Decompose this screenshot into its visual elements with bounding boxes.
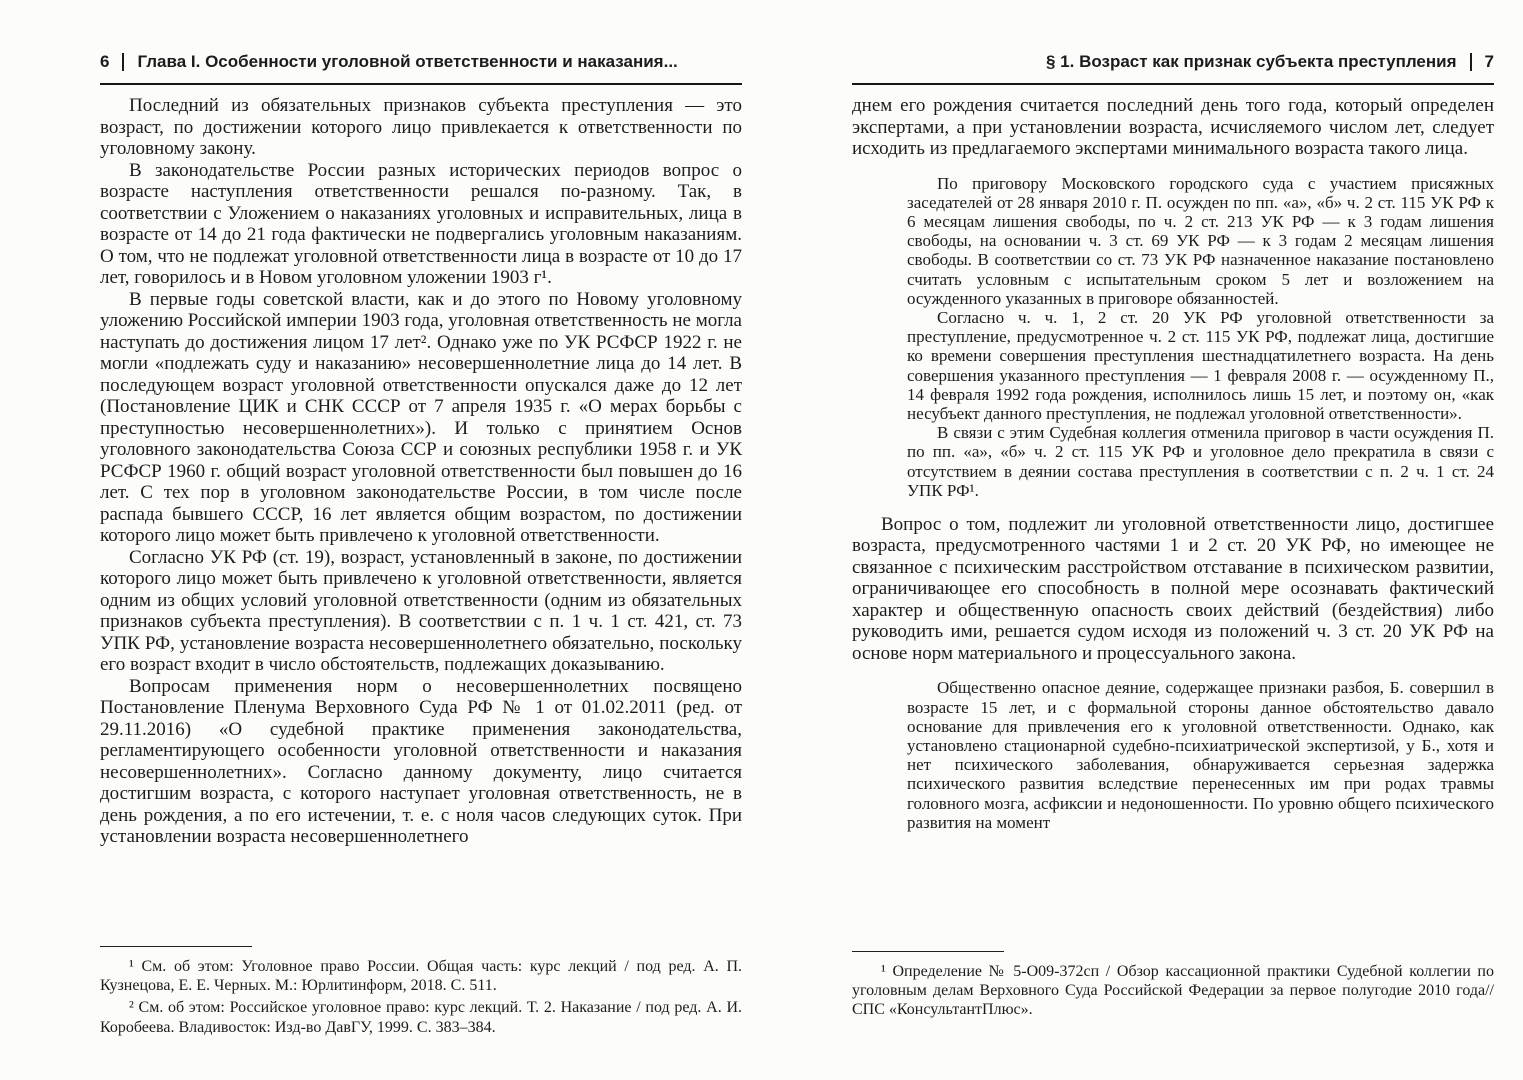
- paragraph: Вопрос о том, подлежит ли уголовной ответственности лицо, достигшее возраста, предусмотренного частями 1 и 2 ст. 20 УК РФ, но имеющее не связанное с психическим расстройством отставание в психическом развитии, ограничивающее его способность в полной мере осознавать фактический характер и общественную опасность своих действий (бездействия) либо руководить ими, решается судом исходя из положений ч. 3 ст. 20 УК РФ на основе норм материального и процессуального закона.: [852, 513, 1494, 664]
- footnote: ¹ См. об этом: Уголовное право России. Общая часть: курс лекций / под ред. А. П. Кузнецова, Е. Е. Черных. М.: Юрлитинформ, 2018. С. 511.: [100, 958, 742, 995]
- footnote: ¹ Определение № 5-О09-372сп / Обзор кассационной практики Судебной коллегии по уголовным делам Верховного Суда Российской Федерации за первое полугодие 2010 года//СПС «КонсультантПлюс».: [852, 963, 1494, 1019]
- case-example-block: [907, 174, 1494, 500]
- footnote: ² См. об этом: Российское уголовное право: курс лекций. Т. 2. Наказание / под ред. А. И. Коробеева. Владивосток: Изд-во ДавГУ, 1999. С. 383–384.: [100, 999, 742, 1036]
- separator-bar: [1470, 53, 1472, 71]
- body-text-right: [852, 95, 1494, 846]
- running-title-left: Глава I. Особенности уголовной ответственности и наказания...: [137, 52, 678, 71]
- running-title-right: § 1. Возраст как признак субъекта преступления: [1045, 52, 1457, 71]
- example-paragraph: В связи с этим Судебная коллегия отменила приговор в части осуждения П. по пп. «а», «б» ч. 2 ст. 115 УК РФ и уголовное дело прекратила в связи с отсутствием в деянии состава преступления в соответствии с п. 2 ч. 1 ст. 24 УПК РФ¹.: [907, 423, 1494, 500]
- page-number-right: 7: [1484, 52, 1494, 71]
- running-head-right: [852, 52, 1494, 72]
- example-paragraph: Общественно опасное деяние, содержащее признаки разбоя, Б. совершил в возрасте 15 лет, и с формальной стороны данное обстоятельство давало основание для привлечения его к уголовной ответственности. Однако, как установлено стационарной судебно-психиатрической экспертизой, у Б., хотя и нет психического заболевания, обнаруживается серьезная задержка психического развития вследствие перенесенных им при родах травмы головного мозга, асфиксии и недоношенности. По уровню общего психического развития на момент: [907, 678, 1494, 832]
- example-paragraph: По приговору Московского городского суда с участием присяжных заседателей от 28 января 2010 г. П. осужден по пп. «а», «б» ч. 2 ст. 115 УК РФ к 6 месяцам лишения свободы, по ч. 2 ст. 213 УК РФ — к 3 годам лишения свободы, на основании ч. 3 ст. 69 УК РФ — к 3 годам 2 месяцам лишения свободы. В соответствии со ст. 73 УК РФ назначенное наказание постановлено считать условным с испытательным сроком 5 лет и возложением на осужденного указанных в приговоре обязанностей.: [907, 173, 1494, 308]
- footnote-rule-right: [852, 951, 1004, 952]
- page-number-left: 6: [100, 52, 110, 71]
- footnote-rule-left: [100, 946, 252, 947]
- paragraph: Вопросам применения норм о несовершеннолетних посвящено Постановление Пленума Верховного Суда РФ № 1 от 01.02.2011 (ред. от 29.11.2016) «О судебной практике применения законодательства, регламентирующего особенности уголовной ответственности и наказания несовершеннолетних». Согласно данному документу, лицо считается достигшим возраста, с которого наступает уголовная ответственность, не в день рождения, а по его истечении, т. е. с ноля часов следующих суток. При установлении возраста несовершеннолетнего: [100, 675, 742, 847]
- paragraph: Согласно УК РФ (ст. 19), возраст, установленный в законе, по достижении которого лицо может быть привлечено к уголовной ответственности, является одним из общих условий уголовной ответственности (одним из обязательных признаков субъекта преступления). В соответствии с п. 1 ч. 1 ст. 421, ст. 73 УПК РФ, установление возраста несовершеннолетнего обязательно, поскольку его возраст входит в число обстоятельств, подлежащих доказыванию.: [100, 546, 742, 675]
- header-rule-left: [100, 83, 742, 85]
- footnotes-left: [100, 946, 742, 1040]
- separator-bar: [122, 53, 124, 71]
- paragraph: В первые годы советской власти, как и до этого по Новому уголовному уложению Российской империи 1903 года, уголовная ответственность не могла наступать до достижения лицом 17 лет². Однако уже по УК РСФСР 1922 г. не могли «подлежать суду и наказанию» несовершеннолетние лица до 14 лет. В последующем возраст уголовной ответственности опускался даже до 12 лет (Постановление ЦИК и СНК СССР от 7 апреля 1935 г. «О мерах борьбы с преступностью несовершеннолетних»). И только с принятием Основ уголовного законодательства Союза ССР и союзных республики 1958 г. и УК РСФСР 1960 г. общий возраст уголовной ответственности был повышен до 16 лет. С тех пор в уголовном законодательстве России, в том числе после распада бывшего СССР, 16 лет является общим возрастом, по достижении которого лицо может быть привлечено к уголовной ответственности.: [100, 288, 742, 546]
- page-right: [852, 0, 1494, 1080]
- running-head-left: [100, 52, 742, 72]
- example-paragraph: Согласно ч. ч. 1, 2 ст. 20 УК РФ уголовной ответственности за преступление, предусмотренное ч. 2 ст. 115 УК РФ, подлежат лица, достигшие ко времени совершения преступления шестнадцатилетнего возраста. На день совершения указанного преступления — 1 февраля 2008 г. — осужденному П., 14 февраля 1992 года рождения, исполнилось лишь 15 лет, и поэтому он, «как несубъект данного преступления, не подлежал уголовной ответственности».: [907, 307, 1494, 423]
- paragraph: Последний из обязательных признаков субъекта преступления — это возраст, по достижении которого лицо привлекается к ответственности по уголовному закону.: [100, 95, 742, 159]
- page-left: [100, 0, 742, 1080]
- paragraph: В законодательстве России разных исторических периодов вопрос о возрасте наступления ответственности решался по-разному. Так, в соответствии с Уложением о наказаниях уголовных и исправительных, лица в возрасте от 14 до 21 года фактически не подвергались уголовным наказаниям. О том, что не подлежат уголовной ответственности лица в возрасте от 10 до 17 лет, говорилось и в Новом уголовном уложении 1903 г¹.: [100, 159, 742, 288]
- case-example-block: [907, 678, 1494, 832]
- body-text-left: [100, 95, 742, 848]
- header-rule-right: [852, 83, 1494, 85]
- paragraph-continuation: днем его рождения считается последний день того года, который определен экспертами, а при установлении возраста, исчисляемого числом лет, следует исходить из предлагаемого экспертами минимального возраста такого лица.: [852, 95, 1494, 159]
- footnotes-right: [852, 951, 1494, 1023]
